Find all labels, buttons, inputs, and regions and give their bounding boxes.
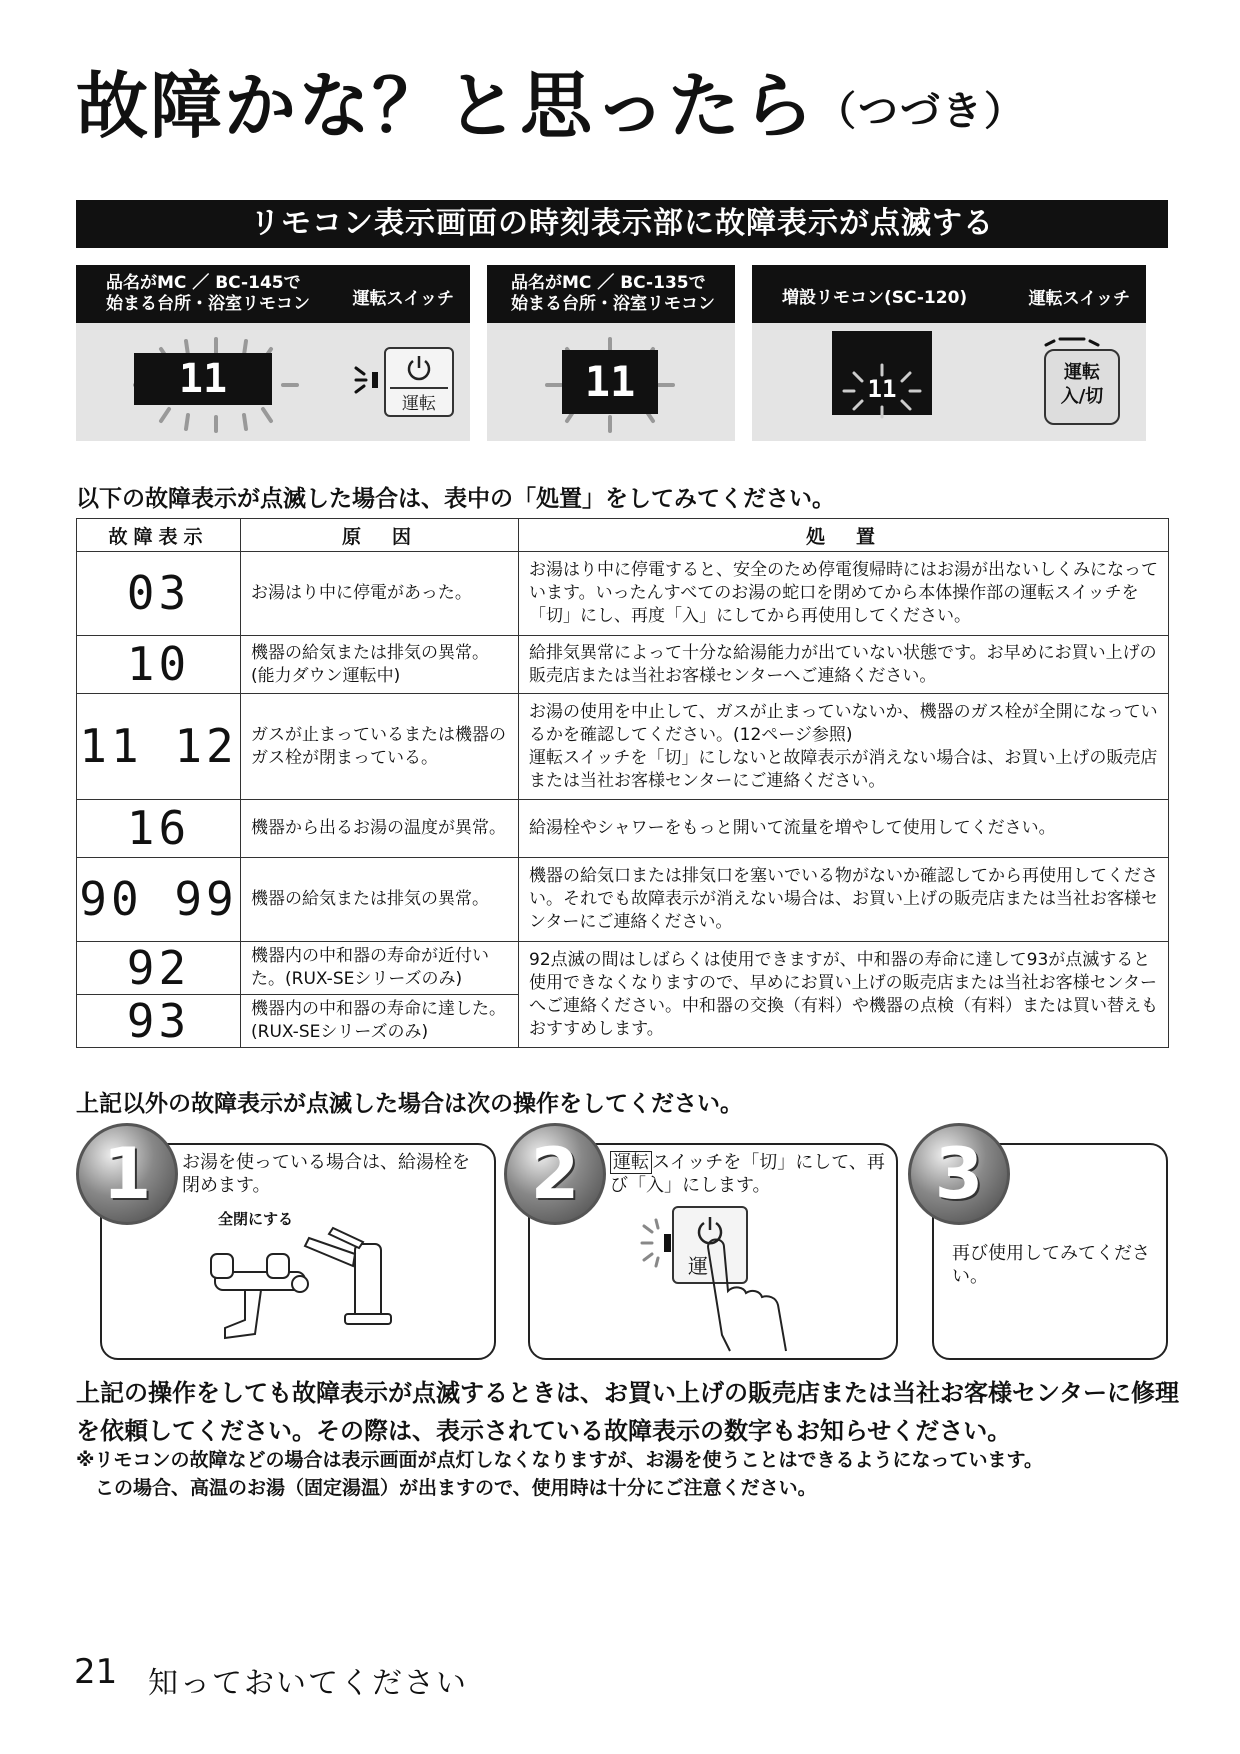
table-row (77, 800, 1169, 858)
step-1-text: お湯を使っている場合は、給湯栓を閉めます。 (182, 1152, 470, 1196)
faucet-illustration (205, 1224, 405, 1344)
step-1-number: 1 (76, 1123, 178, 1225)
error-action: 給湯栓やシャワーをもっと開いて流量を増やして使用してください。 (519, 800, 1169, 858)
error-cause: 機器から出るお湯の温度が異常。 (241, 800, 519, 858)
error-code: 92 (77, 942, 241, 995)
section-banner: リモコン表示画面の時刻表示部に故障表示が点滅する (76, 200, 1168, 248)
error-code: 90 99 (77, 858, 241, 942)
run-switch-button[interactable] (384, 347, 454, 417)
remote-failure-note: ※リモコンの故障などの場合は表示画面が点灯しなくなりますが、お湯を使うことはできるようになっています。 この場合、高温のお湯（固定湯温）が出ますので、使用時は十分にご注意ください。 (76, 1449, 1043, 1499)
blink-rays-icon (1042, 331, 1102, 351)
error-cause: 機器の給気または排気の異常。(能力ダウン運転中) (241, 636, 519, 694)
table-row (77, 636, 1169, 694)
lcd-display: 11 (562, 350, 658, 414)
remote-panel-mc145 (76, 265, 470, 441)
error-action: 92点滅の間はしばらくは使用できますが、中和器の寿命に達して93が点滅すると使用できなくなりますので、早めにお買い上げの販売店または当社お客様センターへご連絡ください。中和器の交換（有料）や機器の点検（有料）または買い替えもおすすめします。 (519, 942, 1169, 1048)
error-cause: ガスが止まっているまたは機器のガス栓が閉まっている。 (241, 694, 519, 800)
table-row (77, 694, 1169, 800)
step-3-text: 再び使用してみてください。 (952, 1243, 1150, 1287)
step-2-number: 2 (504, 1123, 606, 1225)
table-row (77, 552, 1169, 636)
run-switch-label: 運転 入/切 (1060, 362, 1104, 407)
page-section-name: 知っておいてください (148, 1666, 468, 1701)
blink-rays-icon (640, 1218, 676, 1268)
step-3-number: 3 (908, 1123, 1010, 1225)
error-cause: 機器内の中和器の寿命が近付いた。(RUX-SEシリーズのみ) (241, 942, 519, 995)
error-code: 10 (77, 636, 241, 694)
lcd-display: 11 (867, 375, 897, 403)
header-action: 処 置 (519, 519, 1169, 552)
pressing-finger-icon (700, 1235, 800, 1355)
table-row (77, 942, 1169, 995)
error-action: 機器の給気口または排気口を塞いでいる物がないか確認してから再使用してください。それでも故障表示が消えない場合は、お買い上げの販売店または当社お客様センターにご連絡ください。 (519, 858, 1169, 942)
blink-rays-icon (354, 360, 384, 400)
panel-model-label: 増設リモコン(SC-120) (782, 288, 968, 308)
power-icon (404, 353, 434, 383)
panel-header (487, 265, 735, 323)
panel-header (752, 265, 1146, 323)
run-switch-label: 運 (688, 1254, 708, 1278)
title-sub: （つづき） (816, 88, 1027, 135)
page-number: 21 (74, 1652, 118, 1692)
title-main: 故障かな？と思ったら (76, 64, 817, 148)
faucet-label: 全閉にする (218, 1210, 294, 1228)
panel-switch-label: 運転スイッチ (1028, 289, 1130, 309)
remote-panel-sc120 (752, 265, 1146, 441)
table-heading: 以下の故障表示が点滅した場合は、表中の「処置」をしてみてください。 (76, 486, 835, 512)
error-cause: お湯はり中に停電があった。 (241, 552, 519, 636)
error-action: お湯の使用を中止して、ガスが止まっていないか、機器のガス栓が全開になっているかを確認してください。(12ページ参照) 運転スイッチを「切」にしないと故障表示が消えない場合は、お買い上げの販売店または当社お客様センターにご連絡ください。 (519, 694, 1169, 800)
panel-model-label: 品名がMC ／ BC-145で 始まる台所・浴室リモコン (106, 273, 310, 314)
error-code: 03 (77, 552, 241, 636)
error-cause: 機器の給気または排気の異常。 (241, 858, 519, 942)
panel-model-label: 品名がMC ／ BC-135で 始まる台所・浴室リモコン (511, 273, 715, 314)
table-row (77, 858, 1169, 942)
run-key-label: 運転 (610, 1151, 652, 1174)
error-code-table (76, 518, 1169, 1048)
error-code: 93 (77, 995, 241, 1048)
repair-request-text: 上記の操作をしても故障表示が点滅するときは、お買い上げの販売店または当社お客様センターに修理を依頼してください。その際は、表示されている故障表示の数字もお知らせください。 (76, 1379, 1180, 1445)
run-switch-button[interactable] (1044, 349, 1120, 425)
panel-header (76, 265, 470, 323)
step-2-text (610, 1151, 886, 1197)
run-switch-label: 運転 (390, 387, 448, 414)
header-code: 故障表示 (77, 519, 241, 552)
panel-switch-label: 運転スイッチ (352, 289, 454, 309)
lcd-display: 11 (134, 353, 272, 405)
page-title (76, 64, 1027, 148)
header-cause: 原 因 (241, 519, 519, 552)
error-code: 11 12 (77, 694, 241, 800)
error-code: 16 (77, 800, 241, 858)
step-2-instruction: スイッチを「切」にして、再び「入」にします。 (610, 1152, 885, 1196)
table-header-row (77, 519, 1169, 552)
error-action: 給排気異常によって十分な給湯能力が出ていない状態です。お早めにお買い上げの販売店または当社お客様センターへご連絡ください。 (519, 636, 1169, 694)
steps-heading: 上記以外の故障表示が点滅した場合は次の操作をしてください。 (76, 1091, 743, 1117)
error-cause: 機器内の中和器の寿命に達した。(RUX-SEシリーズのみ) (241, 995, 519, 1048)
error-action: お湯はり中に停電すると、安全のため停電復帰時にはお湯が出ないしくみになっています。いったんすべてのお湯の蛇口を閉めてから本体操作部の運転スイッチを「切」にし、再度「入」にしてから再使用してください。 (519, 552, 1169, 636)
remote-panel-mc135 (487, 265, 735, 441)
